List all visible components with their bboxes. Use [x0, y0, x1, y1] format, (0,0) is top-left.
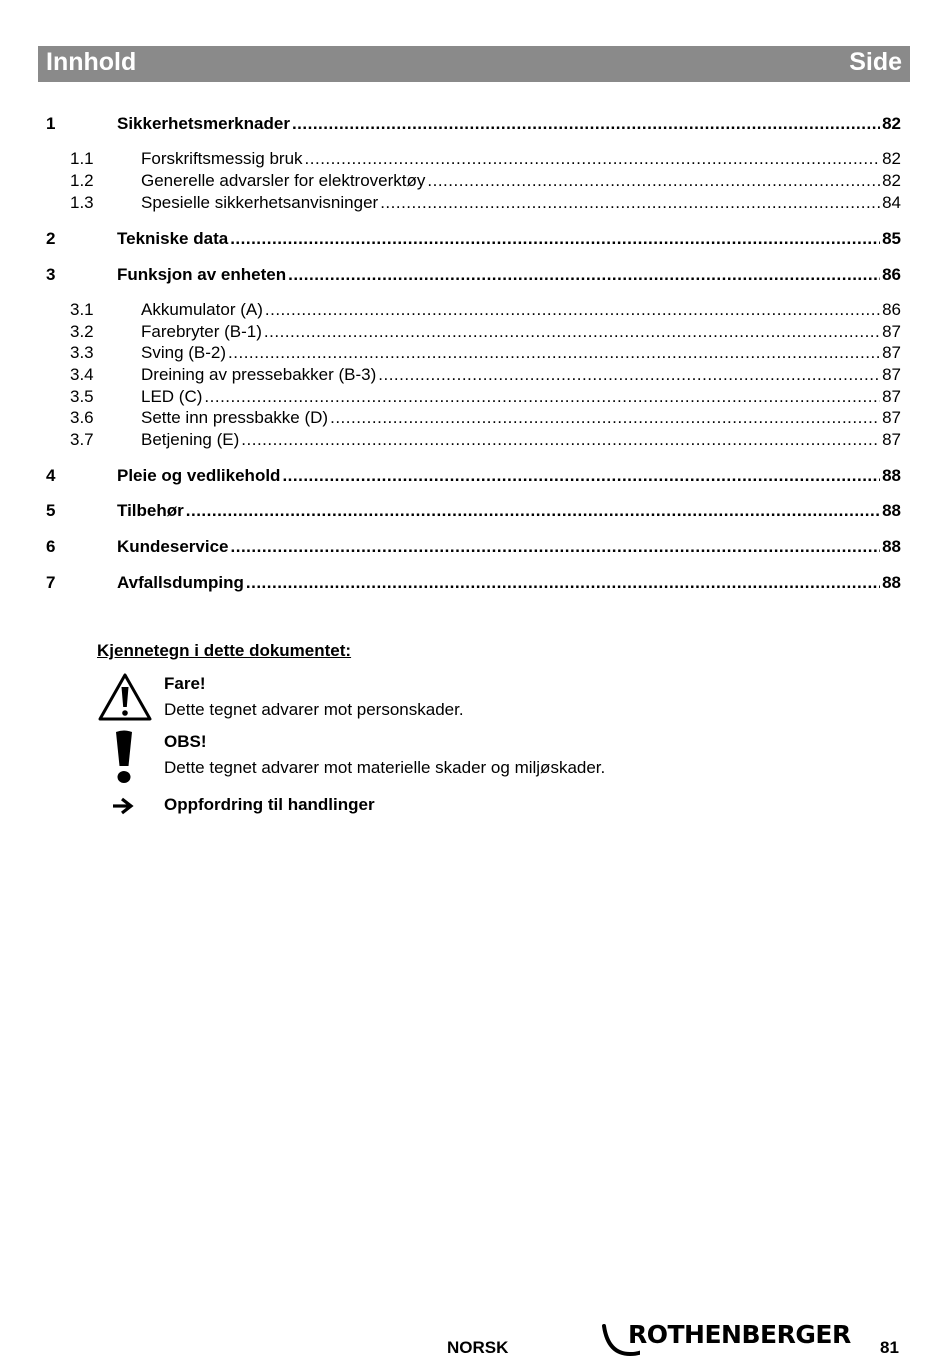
toc-page: 88 [882, 466, 901, 485]
arrow-right-icon [111, 796, 135, 816]
notice-text: Dette tegnet advarer mot materielle skader og miljøskader. [164, 758, 606, 777]
toc-title: Dreining av pressebakker (B-3) [141, 365, 377, 384]
toc-page: 82 [882, 114, 901, 133]
brand-name: ROTHENBERGER [628, 1320, 851, 1349]
toc-number: 7 [46, 573, 56, 592]
toc-title: Funksjon av enheten [117, 265, 287, 284]
toc-number: 3 [46, 265, 56, 284]
toc-number: 3.5 [70, 387, 94, 406]
toc-leader [330, 407, 880, 429]
rothenberger-logo [600, 1320, 855, 1360]
toc-entry-3-1[interactable] [0, 299, 950, 321]
header-page-label: Side [849, 48, 902, 76]
toc-title: Kundeservice [117, 537, 229, 556]
toc-page: 84 [882, 193, 901, 212]
warning-triangle-icon [97, 672, 153, 722]
toc-title: LED (C) [141, 387, 203, 406]
toc-leader [204, 386, 880, 408]
danger-text: Dette tegnet advarer mot personskader. [164, 700, 464, 719]
toc-entry-1[interactable] [0, 113, 950, 135]
toc-leader [241, 429, 880, 451]
toc-page: 88 [882, 501, 901, 520]
toc-entry-3-5[interactable] [0, 386, 950, 408]
toc-title: Sving (B-2) [141, 343, 227, 362]
toc-page: 88 [882, 573, 901, 592]
toc-title: Farebryter (B-1) [141, 322, 262, 341]
toc-title: Generelle advarsler for elektroverktøy [141, 171, 426, 190]
toc-page: 87 [882, 343, 901, 362]
toc-number: 3.1 [70, 300, 94, 319]
toc-leader [231, 536, 881, 558]
toc-leader [246, 572, 880, 594]
toc-leader [186, 500, 880, 522]
danger-title: Fare! [164, 674, 206, 693]
toc-title: Tekniske data [117, 229, 229, 248]
toc-page: 87 [882, 408, 901, 427]
toc-entry-3[interactable] [0, 264, 950, 286]
toc-title: Betjening (E) [141, 430, 240, 449]
toc-number: 1.2 [70, 171, 94, 190]
toc-entry-3-6[interactable] [0, 407, 950, 429]
toc-number: 3.4 [70, 365, 94, 384]
toc-page: 87 [882, 387, 901, 406]
toc-page: 85 [882, 229, 901, 248]
header-bar [38, 46, 910, 82]
toc-title: Pleie og vedlikehold [117, 466, 281, 485]
toc-leader [228, 342, 880, 364]
toc-page: 86 [882, 265, 901, 284]
toc-number: 2 [46, 229, 56, 248]
toc-leader [427, 170, 880, 192]
toc-entry-3-4[interactable] [0, 364, 950, 386]
toc-page: 82 [882, 149, 901, 168]
toc-number: 1.1 [70, 149, 94, 168]
toc-title: Sikkerhetsmerknader [117, 114, 290, 133]
toc-leader [380, 192, 880, 214]
toc-number: 1.3 [70, 193, 94, 212]
toc-title: Tilbehør [117, 501, 184, 520]
toc-number: 3.6 [70, 408, 94, 427]
exclamation-icon [112, 730, 136, 784]
toc-number: 3.3 [70, 343, 94, 362]
toc-leader [288, 264, 880, 286]
toc-number: 4 [46, 466, 56, 485]
toc-number: 6 [46, 537, 56, 556]
toc-title: Sette inn pressbakke (D) [141, 408, 329, 427]
toc-number: 3.7 [70, 430, 94, 449]
toc-leader [265, 299, 880, 321]
toc-page: 88 [882, 537, 901, 556]
toc-leader [230, 228, 880, 250]
toc-entry-7[interactable] [0, 572, 950, 594]
toc-entry-5[interactable] [0, 500, 950, 522]
toc-number: 1 [46, 114, 56, 133]
toc-page: 86 [882, 300, 901, 319]
legend-heading: Kjennetegn i dette dokumentet: [97, 641, 352, 660]
header-title: Innhold [46, 48, 137, 76]
footer-language: NORSK [447, 1338, 509, 1357]
toc-page: 87 [882, 430, 901, 449]
toc-entry-3-2[interactable] [0, 321, 950, 343]
toc-entry-1-1[interactable] [0, 148, 950, 170]
toc-entry-1-2[interactable] [0, 170, 950, 192]
toc-entry-4[interactable] [0, 465, 950, 487]
toc-page: 87 [882, 365, 901, 384]
toc-title: Avfallsdumping [117, 573, 244, 592]
toc-page: 87 [882, 322, 901, 341]
toc-entry-6[interactable] [0, 536, 950, 558]
toc-leader [305, 148, 881, 170]
toc-page: 82 [882, 171, 901, 190]
toc-leader [292, 113, 880, 135]
toc-title: Spesielle sikkerhetsanvisninger [141, 193, 379, 212]
toc-leader [264, 321, 880, 343]
footer-page-number: 81 [880, 1338, 899, 1357]
toc-entry-3-7[interactable] [0, 429, 950, 451]
toc-leader [378, 364, 880, 386]
toc-number: 3.2 [70, 322, 94, 341]
toc-entry-1-3[interactable] [0, 192, 950, 214]
toc-entry-3-3[interactable] [0, 342, 950, 364]
notice-title: OBS! [164, 732, 207, 751]
toc-leader [282, 465, 880, 487]
toc-entry-2[interactable] [0, 228, 950, 250]
toc-number: 5 [46, 501, 56, 520]
action-text: Oppfordring til handlinger [164, 795, 375, 814]
toc-title: Akkumulator (A) [141, 300, 263, 319]
toc-title: Forskriftsmessig bruk [141, 149, 303, 168]
